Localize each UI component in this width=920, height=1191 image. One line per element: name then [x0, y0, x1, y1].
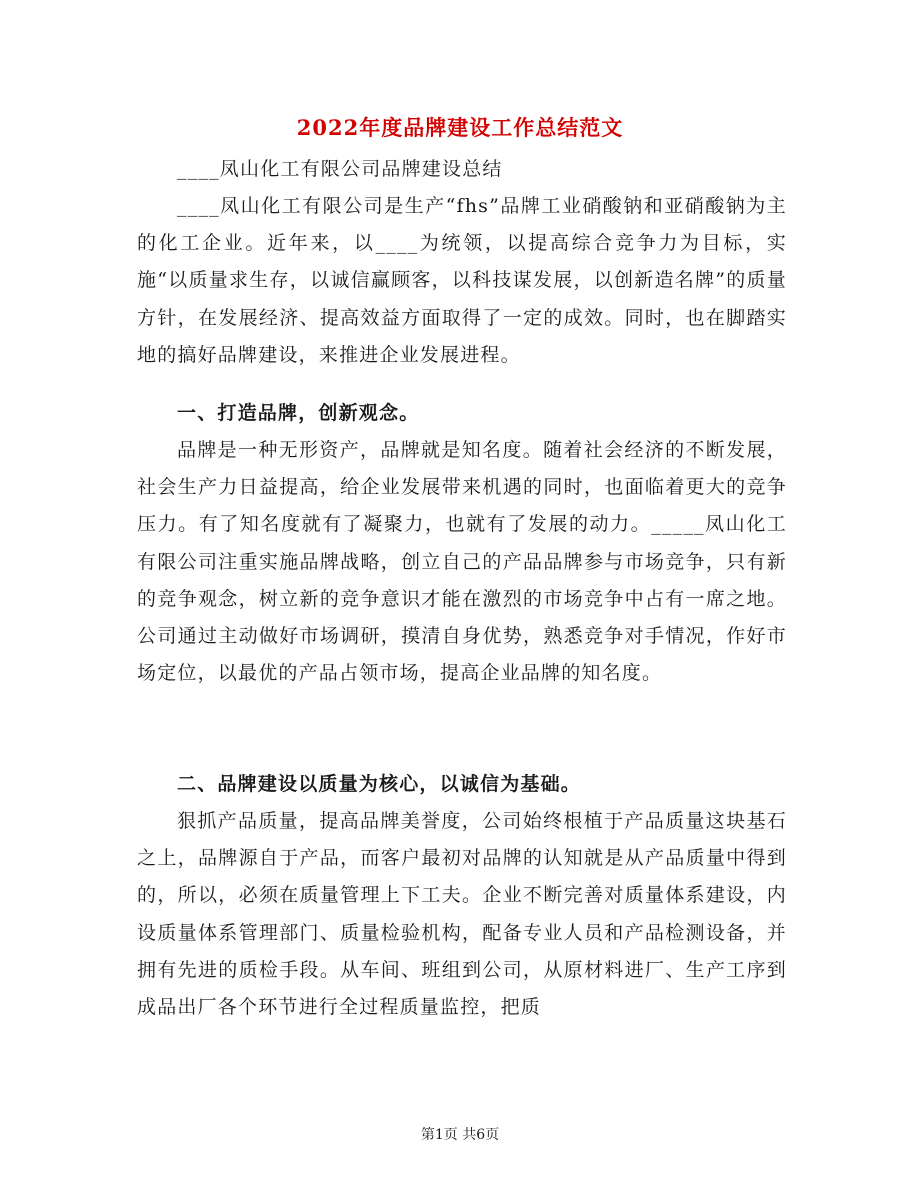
- page-number: 第1页 共6页: [420, 1127, 500, 1143]
- intro-paragraph: ____凤山化工有限公司是生产“fhs”品牌工业硝酸钠和亚硝酸钠为主的化工企业。近年来，以____为统领，以提高综合竞争力为目标，实施“以质量求生存，以诚信赢顾客，以科技谋发展，以创新造名牌”的质量方针，在发展经济、提高效益方面取得了一定的成效。同时，也在脚踏实地的搞好品牌建设，来推进企业发展进程。: [137, 195, 787, 366]
- section-2-body: 狠抓产品质量，提高品牌美誉度，公司始终根植于产品质量这块基石之上，品牌源自于产品，而客户最初对品牌的认知就是从产品质量中得到的，所以，必须在质量管理上下工夫。企业不断完善对质量体系建设，内设质量体系管理部门、质量检验机构，配备专业人员和产品检测设备，并拥有先进的质检手段。从车间、班组到公司，从原材料进厂、生产工序到成品出厂各个环节进行全过程质量监控，把质: [137, 810, 787, 1019]
- section-2-heading: 二、品牌建设以质量为核心，以诚信为基础。: [177, 773, 582, 795]
- document-title: 2022年度品牌建设工作总结范文: [296, 115, 624, 140]
- section-1-heading: 一、打造品牌，创新观念。: [177, 402, 420, 424]
- section-1-body: 品牌是一种无形资产，品牌就是知名度。随着社会经济的不断发展，社会生产力日益提高，给企业发展带来机遇的同时，也面临着更大的竞争压力。有了知名度就有了凝聚力，也就有了发展的动力。_____凤山化工有限公司注重实施品牌战略，创立自己的产品品牌参与市场竞争，只有新的竞争观念，树立新的竞争意识才能在激烈的市场竞争中占有一席之地。公司通过主动做好市场调研，摸清自身优势，熟悉竞争对手情况，作好市场定位，以最优的产品占领市场，提高企业品牌的知名度。: [137, 439, 787, 685]
- subtitle-paragraph: ____凤山化工有限公司品牌建设总结: [177, 158, 503, 180]
